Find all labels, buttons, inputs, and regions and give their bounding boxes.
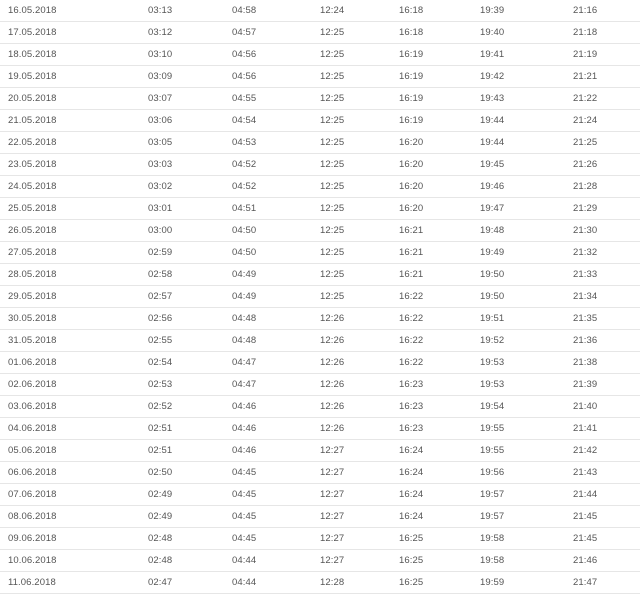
table-row xyxy=(0,550,640,572)
date-cell: 19.05.2018 xyxy=(8,71,57,82)
time-cell-3: 12:24 xyxy=(320,5,345,16)
time-cell-5: 19:48 xyxy=(480,225,505,236)
time-cell-5: 19:55 xyxy=(480,445,505,456)
table-row xyxy=(0,88,640,110)
time-cell-2: 04:56 xyxy=(232,71,257,82)
time-cell-6: 21:44 xyxy=(573,489,598,500)
date-cell: 06.06.2018 xyxy=(8,467,57,478)
time-cell-1: 02:53 xyxy=(148,379,173,390)
time-cell-2: 04:48 xyxy=(232,335,257,346)
time-cell-4: 16:18 xyxy=(399,27,424,38)
time-cell-5: 19:58 xyxy=(480,533,505,544)
date-cell: 31.05.2018 xyxy=(8,335,57,346)
time-cell-2: 04:46 xyxy=(232,445,257,456)
date-cell: 02.06.2018 xyxy=(8,379,57,390)
table-row xyxy=(0,462,640,484)
time-cell-3: 12:25 xyxy=(320,115,345,126)
time-cell-6: 21:30 xyxy=(573,225,598,236)
time-cell-5: 19:50 xyxy=(480,291,505,302)
time-cell-2: 04:44 xyxy=(232,555,257,566)
table-row xyxy=(0,396,640,418)
time-cell-3: 12:25 xyxy=(320,93,345,104)
date-cell: 18.05.2018 xyxy=(8,49,57,60)
time-cell-5: 19:40 xyxy=(480,27,505,38)
time-cell-3: 12:26 xyxy=(320,401,345,412)
time-cell-2: 04:46 xyxy=(232,401,257,412)
time-cell-2: 04:55 xyxy=(232,93,257,104)
time-cell-1: 03:03 xyxy=(148,159,173,170)
time-cell-3: 12:25 xyxy=(320,225,345,236)
time-cell-2: 04:44 xyxy=(232,577,257,588)
time-cell-3: 12:25 xyxy=(320,27,345,38)
table-row xyxy=(0,528,640,550)
time-cell-2: 04:52 xyxy=(232,159,257,170)
time-cell-1: 02:48 xyxy=(148,533,173,544)
time-cell-4: 16:18 xyxy=(399,5,424,16)
time-cell-1: 03:07 xyxy=(148,93,173,104)
table-row xyxy=(0,22,640,44)
table-row xyxy=(0,66,640,88)
time-cell-4: 16:25 xyxy=(399,555,424,566)
table-row xyxy=(0,484,640,506)
time-cell-6: 21:35 xyxy=(573,313,598,324)
time-cell-5: 19:52 xyxy=(480,335,505,346)
time-cell-1: 02:49 xyxy=(148,489,173,500)
time-cell-2: 04:51 xyxy=(232,203,257,214)
time-cell-3: 12:25 xyxy=(320,181,345,192)
date-cell: 28.05.2018 xyxy=(8,269,57,280)
time-cell-3: 12:27 xyxy=(320,489,345,500)
time-cell-3: 12:27 xyxy=(320,533,345,544)
time-cell-6: 21:29 xyxy=(573,203,598,214)
time-cell-6: 21:47 xyxy=(573,577,598,588)
time-cell-5: 19:53 xyxy=(480,379,505,390)
time-cell-3: 12:27 xyxy=(320,445,345,456)
time-cell-4: 16:19 xyxy=(399,49,424,60)
time-cell-6: 21:26 xyxy=(573,159,598,170)
time-cell-1: 02:51 xyxy=(148,423,173,434)
time-cell-1: 03:05 xyxy=(148,137,173,148)
time-cell-5: 19:44 xyxy=(480,115,505,126)
time-cell-3: 12:25 xyxy=(320,247,345,258)
time-cell-5: 19:42 xyxy=(480,71,505,82)
date-cell: 29.05.2018 xyxy=(8,291,57,302)
time-cell-4: 16:24 xyxy=(399,489,424,500)
time-cell-3: 12:25 xyxy=(320,203,345,214)
time-cell-4: 16:20 xyxy=(399,137,424,148)
table-row xyxy=(0,0,640,22)
time-cell-1: 02:47 xyxy=(148,577,173,588)
date-cell: 08.06.2018 xyxy=(8,511,57,522)
time-cell-1: 03:06 xyxy=(148,115,173,126)
time-cell-6: 21:41 xyxy=(573,423,598,434)
time-cell-2: 04:50 xyxy=(232,247,257,258)
time-cell-6: 21:45 xyxy=(573,533,598,544)
time-cell-4: 16:19 xyxy=(399,93,424,104)
time-cell-5: 19:59 xyxy=(480,577,505,588)
time-cell-2: 04:57 xyxy=(232,27,257,38)
time-cell-6: 21:38 xyxy=(573,357,598,368)
time-cell-6: 21:32 xyxy=(573,247,598,258)
time-cell-4: 16:19 xyxy=(399,71,424,82)
time-cell-2: 04:47 xyxy=(232,379,257,390)
time-cell-6: 21:19 xyxy=(573,49,598,60)
time-cell-5: 19:58 xyxy=(480,555,505,566)
date-cell: 27.05.2018 xyxy=(8,247,57,258)
time-cell-2: 04:45 xyxy=(232,489,257,500)
time-cell-4: 16:23 xyxy=(399,423,424,434)
time-cell-4: 16:22 xyxy=(399,335,424,346)
time-cell-6: 21:43 xyxy=(573,467,598,478)
time-cell-6: 21:40 xyxy=(573,401,598,412)
time-cell-2: 04:54 xyxy=(232,115,257,126)
time-cell-5: 19:56 xyxy=(480,467,505,478)
time-cell-1: 03:13 xyxy=(148,5,173,16)
time-cell-5: 19:41 xyxy=(480,49,505,60)
time-cell-2: 04:45 xyxy=(232,467,257,478)
time-cell-3: 12:26 xyxy=(320,379,345,390)
time-cell-4: 16:21 xyxy=(399,247,424,258)
date-cell: 10.06.2018 xyxy=(8,555,57,566)
time-cell-6: 21:21 xyxy=(573,71,598,82)
time-cell-6: 21:34 xyxy=(573,291,598,302)
table-row xyxy=(0,44,640,66)
date-cell: 22.05.2018 xyxy=(8,137,57,148)
time-cell-1: 03:01 xyxy=(148,203,173,214)
time-cell-2: 04:50 xyxy=(232,225,257,236)
time-cell-4: 16:23 xyxy=(399,401,424,412)
time-cell-5: 19:46 xyxy=(480,181,505,192)
time-cell-5: 19:57 xyxy=(480,489,505,500)
time-cell-3: 12:26 xyxy=(320,313,345,324)
table-row xyxy=(0,308,640,330)
time-cell-6: 21:25 xyxy=(573,137,598,148)
time-cell-4: 16:24 xyxy=(399,467,424,478)
time-cell-1: 02:58 xyxy=(148,269,173,280)
time-cell-4: 16:20 xyxy=(399,181,424,192)
date-cell: 11.06.2018 xyxy=(8,577,56,588)
date-cell: 21.05.2018 xyxy=(8,115,57,126)
time-cell-4: 16:22 xyxy=(399,313,424,324)
time-cell-2: 04:49 xyxy=(232,291,257,302)
table-row xyxy=(0,154,640,176)
time-cell-1: 02:57 xyxy=(148,291,173,302)
time-cell-4: 16:25 xyxy=(399,577,424,588)
time-cell-5: 19:43 xyxy=(480,93,505,104)
time-cell-3: 12:25 xyxy=(320,291,345,302)
table-row xyxy=(0,242,640,264)
date-cell: 09.06.2018 xyxy=(8,533,57,544)
time-cell-2: 04:52 xyxy=(232,181,257,192)
time-cell-5: 19:39 xyxy=(480,5,505,16)
time-cell-2: 04:56 xyxy=(232,49,257,60)
table-row xyxy=(0,572,640,594)
time-cell-6: 21:16 xyxy=(573,5,598,16)
time-cell-4: 16:24 xyxy=(399,511,424,522)
time-cell-6: 21:46 xyxy=(573,555,598,566)
time-cell-1: 02:59 xyxy=(148,247,173,258)
time-cell-6: 21:42 xyxy=(573,445,598,456)
time-cell-5: 19:44 xyxy=(480,137,505,148)
time-cell-1: 03:09 xyxy=(148,71,173,82)
date-cell: 04.06.2018 xyxy=(8,423,57,434)
time-cell-4: 16:21 xyxy=(399,269,424,280)
time-cell-4: 16:20 xyxy=(399,203,424,214)
table-row xyxy=(0,264,640,286)
time-cell-3: 12:25 xyxy=(320,159,345,170)
time-cell-3: 12:27 xyxy=(320,555,345,566)
table-row xyxy=(0,330,640,352)
time-cell-5: 19:49 xyxy=(480,247,505,258)
time-cell-4: 16:20 xyxy=(399,159,424,170)
time-cell-3: 12:25 xyxy=(320,137,345,148)
time-cell-2: 04:49 xyxy=(232,269,257,280)
time-cell-3: 12:26 xyxy=(320,335,345,346)
time-cell-6: 21:18 xyxy=(573,27,598,38)
table-row xyxy=(0,440,640,462)
time-cell-1: 03:10 xyxy=(148,49,173,60)
time-cell-1: 02:51 xyxy=(148,445,173,456)
time-cell-5: 19:55 xyxy=(480,423,505,434)
time-cell-4: 16:22 xyxy=(399,291,424,302)
time-cell-3: 12:25 xyxy=(320,269,345,280)
time-cell-4: 16:23 xyxy=(399,379,424,390)
date-cell: 07.06.2018 xyxy=(8,489,57,500)
time-cell-2: 04:48 xyxy=(232,313,257,324)
date-cell: 23.05.2018 xyxy=(8,159,57,170)
time-cell-3: 12:28 xyxy=(320,577,345,588)
time-cell-3: 12:25 xyxy=(320,49,345,60)
time-cell-1: 02:54 xyxy=(148,357,173,368)
time-cell-6: 21:39 xyxy=(573,379,598,390)
table-row xyxy=(0,132,640,154)
date-cell: 16.05.2018 xyxy=(8,5,57,16)
table-row xyxy=(0,506,640,528)
time-cell-5: 19:54 xyxy=(480,401,505,412)
time-cell-1: 03:00 xyxy=(148,225,173,236)
table-row xyxy=(0,352,640,374)
time-cell-4: 16:21 xyxy=(399,225,424,236)
time-cell-4: 16:25 xyxy=(399,533,424,544)
time-cell-1: 02:56 xyxy=(148,313,173,324)
table-row xyxy=(0,220,640,242)
time-cell-5: 19:57 xyxy=(480,511,505,522)
date-cell: 03.06.2018 xyxy=(8,401,57,412)
table-row xyxy=(0,110,640,132)
time-cell-1: 02:55 xyxy=(148,335,173,346)
time-cell-5: 19:47 xyxy=(480,203,505,214)
time-cell-4: 16:22 xyxy=(399,357,424,368)
time-cell-6: 21:22 xyxy=(573,93,598,104)
time-cell-2: 04:45 xyxy=(232,511,257,522)
date-cell: 05.06.2018 xyxy=(8,445,57,456)
time-cell-1: 02:50 xyxy=(148,467,173,478)
date-cell: 26.05.2018 xyxy=(8,225,57,236)
table-row xyxy=(0,286,640,308)
time-cell-5: 19:51 xyxy=(480,313,505,324)
table-row xyxy=(0,418,640,440)
time-cell-2: 04:53 xyxy=(232,137,257,148)
time-cell-5: 19:53 xyxy=(480,357,505,368)
time-cell-5: 19:50 xyxy=(480,269,505,280)
table-row xyxy=(0,374,640,396)
time-cell-4: 16:19 xyxy=(399,115,424,126)
time-cell-6: 21:24 xyxy=(573,115,598,126)
date-cell: 17.05.2018 xyxy=(8,27,57,38)
time-cell-3: 12:26 xyxy=(320,423,345,434)
date-cell: 01.06.2018 xyxy=(8,357,57,368)
table-row xyxy=(0,176,640,198)
time-cell-1: 03:02 xyxy=(148,181,173,192)
time-cell-6: 21:33 xyxy=(573,269,598,280)
time-cell-2: 04:45 xyxy=(232,533,257,544)
time-cell-1: 02:49 xyxy=(148,511,173,522)
time-cell-1: 03:12 xyxy=(148,27,173,38)
time-cell-6: 21:45 xyxy=(573,511,598,522)
time-cell-5: 19:45 xyxy=(480,159,505,170)
date-cell: 20.05.2018 xyxy=(8,93,57,104)
time-cell-2: 04:47 xyxy=(232,357,257,368)
time-cell-6: 21:36 xyxy=(573,335,598,346)
time-cell-3: 12:27 xyxy=(320,511,345,522)
time-cell-4: 16:24 xyxy=(399,445,424,456)
time-cell-1: 02:48 xyxy=(148,555,173,566)
time-cell-3: 12:26 xyxy=(320,357,345,368)
time-cell-3: 12:27 xyxy=(320,467,345,478)
time-cell-2: 04:58 xyxy=(232,5,257,16)
date-cell: 24.05.2018 xyxy=(8,181,57,192)
date-cell: 30.05.2018 xyxy=(8,313,57,324)
table-row xyxy=(0,198,640,220)
time-cell-1: 02:52 xyxy=(148,401,173,412)
time-cell-3: 12:25 xyxy=(320,71,345,82)
date-cell: 25.05.2018 xyxy=(8,203,57,214)
time-cell-6: 21:28 xyxy=(573,181,598,192)
time-cell-2: 04:46 xyxy=(232,423,257,434)
